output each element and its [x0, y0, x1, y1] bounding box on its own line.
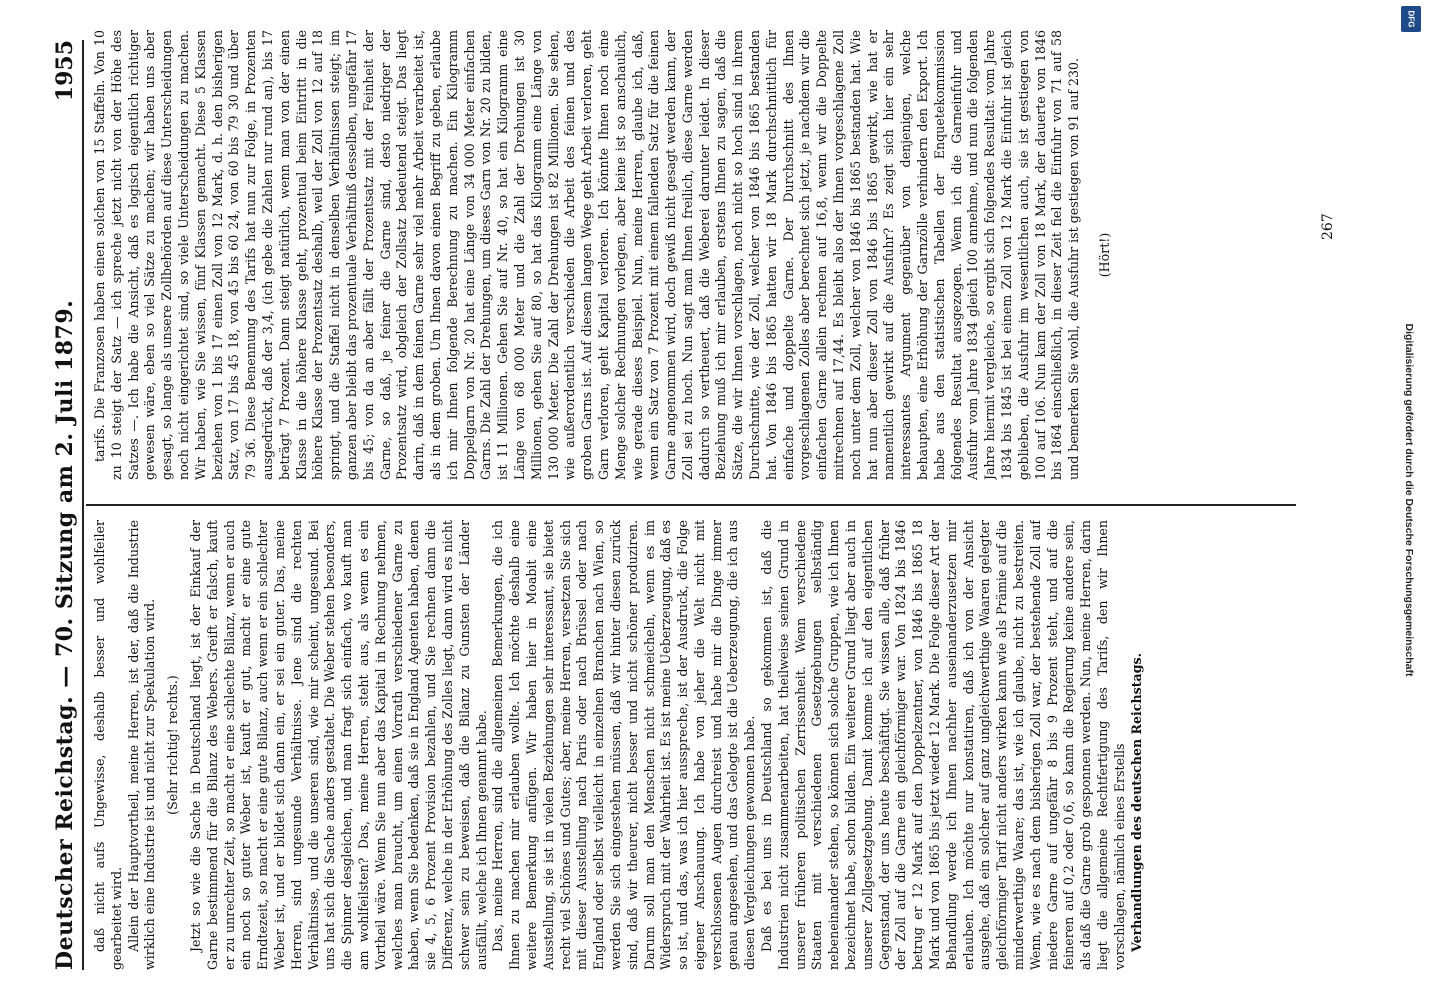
- dfg-logo: [1401, 6, 1421, 32]
- left-column: [92, 520, 1302, 970]
- digitization-credit: [1394, 10, 1424, 990]
- header-title: Deutscher Reichstag. — 70. Sitzung am 2. Juli 1879.: [52, 299, 78, 970]
- interjection: (Hört!): [1097, 232, 1113, 278]
- paragraph: Jetzt so wie die Sache in Deutschland liegt, ist der Einkauf der Garne bestimmend für die Bilanz des Webers. Greift er falsch, kauft er zu unrechter Zeit, so macht er eine schlechte Bilanz, wenn er auch ein noch so guter Weber ist, kauft er gut, macht er eine gute Erndtezeit, so macht er eine gute Bilanz, auch wenn er ein schlechter Weber ist, und er bildet sich dann ein, er sei ein guter. Das, meine Herren, sind ungesunde Verhältnisse. Jene sind die rechten Verhältnisse, und die unseren sind, wie mir scheint, ungesund. Bei uns hat sich die Sache anders gestaltet. Die Weber stehen besonders, die Spinner desgleichen, und man fragt sich einfach, wo kauft man am wohlfeilsten? Das, meine Herren, steht aus, als wenn es ein Vortheil wäre. Wenn Sie nun aber das Kapital in Rechnung nehmen, welches man braucht, um einen Vorrath verschiedener Garne zu haben, wenn Sie bedenken, daß sie in England Agenten haben, denen sie 4, 5, 6 Prozent Provision bezahlen, und Sie rechnen dann die Differenz, welche in der Erhöhung des Zolles liegt, dann wird es nicht schwer sein zu beweisen, daß die Bilanz zu Gunsten der Länder ausfällt, welche ich Ihnen genannt habe.: [187, 520, 489, 970]
- credit-text: Digitalisierung gefördert durch die Deutsche Forschungsgemeinschaft: [1403, 323, 1415, 677]
- logo-text: DFG: [1406, 10, 1416, 28]
- right-column: [92, 30, 1302, 480]
- paragraph: Daß es bei uns in Deutschland so gekommen ist, daß die Industrien nicht zusammenarbeiten, hat theilweise seinen Grund in unserer früheren politischen Zerrissenheit. Wenn verschiedene Staaten mit verschiedenen Gesetzgebungen selbständig nebeneinander stehen, so können sich solche Gruppen, wie ich Ihnen bezeichnet habe, schon bilden. Ein weiterer Grund liegt aber auch in unserer Zollgesetzgebung. Damit komme ich auf den eigentlichen Gegenstand, der uns heute beschäftigt. Sie wissen alle, daß früher der Zoll auf die Garne ein gleichförmiger war. Von 1824 bis 1846 betrug er 12 Mark auf den Doppelzentner, von 1846 bis 1865 18 Mark und von 1865 bis jetzt wieder 12 Mark. Die Folge dieser Art der Behandlung werde ich Ihnen nachher auseinanderzusetzen mir erlauben. Ich möchte nur konstatiren, daß ich von der Ansicht ausgehe, daß ein solcher auf ganz ungleichwerthige Waaren gelegter gleichförmiger Tarif nicht anders wirken kann wie als Prämie auf die minderwerthige Waare; das ist, wie ich glaube, nicht zu bestreiten. Wenn, wie es nach dem bisherigen Zoll war, der bestehende Zoll auf niedere Garne auf ungefähr 8 bis 9 Prozent steht, und auf die feineren auf 0,2 oder 0,6, so kann die Regierung keine andere sein, als daß die Garne grob gesponnen werden. Nun, meine Herren, darin liegt die allgemeine Rechtfertigung des Tarifs, den wir Ihnen vorschlagen, nämlich eines Erstells: [759, 520, 1127, 970]
- column-divider: [86, 504, 1296, 506]
- footer-page-number: 267: [1320, 213, 1336, 240]
- interjection: (Sehr richtig! rechts.): [165, 675, 181, 815]
- paragraph: Das, meine Herren, sind die allgemeinen Bemerkungen, die ich Ihnen zu machen mir erlauben wollte. Ich möchte deshalb eine weitere Bemerkung anfügen. Wir haben hier in Moabit eine Ausstellung, sie ist in vielen Beziehungen sehr interessant, sie bietet recht viel Schönes und Gutes; aber, meine Herren, versetzen Sie sich mit dieser Ausstellung nach Paris oder nach Brüssel oder nach England oder selbst vielleicht in einzelnen Branchen nach Wien, so werden Sie sich eingestehen müssen, daß wir hinter diesen zurück sind, daß wir theurer, nicht besser und nicht schöner produziren. Darum soll man den Menschen nicht schmeicheln, wenn es im Widerspruch mit der Wahrheit ist. Es ist meine Ueberzeugung, daß es so ist, und das, was ich hier ausspreche, ist der Ausdruck, die Folge eigener Anschauung. Ich habe von jeher die Welt nicht mit verschlossenen Augen durchreist und habe mir die Dinge immer genau angesehen, und das Gelogte ist die Ueberzeugung, die ich aus diesen Vergleichungen gewonnen habe.: [490, 520, 758, 970]
- paragraph: daß nicht aufs Ungewisse, deshalb besser und wohlfeiler gearbeitet wird.: [92, 520, 124, 970]
- footer-label: Verhandlungen des deutschen Reichstags.: [1128, 653, 1144, 952]
- paragraph: tarifs. Die Franzosen haben einen solchen von 15 Staffeln. Von 10 zu 10 steigt der Satz — ich spreche jetzt nicht von der Höhe des Satzes —. Ich habe die Ansicht, daß es logisch eigentlich richtiger gewesen wäre, eben so viel Sätze zu machen; wir haben uns aber gesagt, so lange als unsere Zollbehörden auf diese Unterscheidungen noch nicht eingerichtet sind, so viele Unterscheidungen zu machen. Wir haben, wie Sie wissen, fünf Klassen gemacht. Diese 5 Klassen beziehen von 1 bis 17 einen Zoll von 12 Mark, d. h. den bisherigen Satz, von 17 bis 45 18, von 45 bis 60 24, von 60 bis 79 30 und über 79 36. Diese Benennung des Tarifs hat nun zur Folge, in Prozenten ausgedrückt, daß der 3,4, (ich gebe die Zahlen nur rund an), bis 17 beträgt 7 Prozent. Dann steigt natürlich, wenn man von der einen Klasse in die höhere Klasse geht, prozentual beim Eintritt in die höhere Klasse der Prozentsatz deshalb, weil der Zoll von 12 auf 18 springt, und die Staffel nicht in denselben Verhältnissen steigt; im ganzen aber bleibt das prozentuale Verhältniß desselben, ungefähr 17 bis 45; von da an aber fällt der Prozentsatz mit der Feinheit der Garne, so daß, je feiner die Garne sind, desto niedriger der Prozentsatz wird, obgleich der Zollsatz bedeutend steigt. Das liegt darin, daß in dem feinen Garne sehr viel mehr Arbeit verarbeitet ist, als in dem groben. Um Ihnen davon einen Begriff zu geben, erlaube ich mir Ihnen folgende Berechnung zu machen. Ein Kilogramm Doppelgarn von Nr. 20 hat eine Länge von 34 000 Meter einfachen Garns. Die Zahl der Drehungen, um dieses Garn von Nr. 20 zu bilden, ist 11 Millionen. Gehen Sie auf Nr. 40, so hat ein Kilogramm eine Länge von 68 000 Meter und die Zahl der Drehungen ist 30 Millionen, gehen Sie auf 80, so hat das Kilogramm eine Länge von 130 000 Meter. Die Zahl der Drehungen ist 82 Millionen. Sie sehen, wie außerordentlich verschieden die Arbeit des feinen und des groben Garns ist. Auf diesem langen Wege geht Arbeit verloren, geht Garn verloren, geht Kapital verloren. Ich könnte Ihnen noch eine Menge solcher Rechnungen vorlegen, aber keine ist so anschaulich, wie gerade dieses Beispiel. Nun, meine Herren, glaube ich, daß, wenn ein Satz von 7 Prozent mit einem fallenden Satz für die feinen Garne angenommen wird, doch gewiß nicht gesagt werden kann, der Zoll sei zu hoch. Nun sagt man Ihnen freilich, diese Garne werden dadurch so vertheuert, daß die Weberei darunter leidet. In dieser Beziehung muß ich mir erlauben, erstens Ihnen zu sagen, daß die Sätze, die wir Ihnen vorschlagen, noch nicht so hoch sind in ihrem Durchschnitte, wie der Zoll, welcher von 1846 bis 1865 bestanden hat. Von 1846 bis 1865 hatten wir 18 Mark durchschnittlich für einfache und doppelte Garne. Der Durchschnitt des Ihnen vorgeschlagenen Zolles aber berechnet sich jetzt, je nachdem wir die einfachen Garne allein rechnen auf 16,8, wenn wir die Doppelte mitrechnen auf 17,44. Es bleibt also der Ihnen vorgeschlagene Zoll noch unter dem Zoll, welcher von 1846 bis 1865 bestanden hat. Wie hat nun aber dieser Zoll von 1846 bis 1865 gewirkt, wie hat er namentlich gewirkt auf die Ausfuhr? Es zeigt sich hier ein sehr interessantes Argument gegenüber von denjenigen, welche behaupten, eine Erhöhung der Garnzölle verhindern den Export. Ich habe aus den statistischen Tabellen der Enquetekommission folgendes Resultat ausgezogen. Wenn ich die Garneinfuhr und Ausfuhr vom Jahre 1834 gleich 100 annehme, und nun die folgenden Jahre hiermit vergleiche, so ergibt sich folgendes Resultat: vom Jahre 1834 bis 1845 ist bei einem Zoll von 12 Mark die Einfuhr ist gleich geblieben, die Ausfuhr im wesentlichen auch, sie ist gestiegen von 100 auf 106. Nun kam der Zoll von 18 Mark, der dauerte von 1846 bis 1864 einschließlich, in dieser Zeit fiel die Einfuhr von 71 auf 58 und bemerken Sie wohl, die Ausfuhr ist gestiegen von 91 auf 230.: [92, 30, 1082, 480]
- header-rule: [82, 40, 84, 970]
- header-page-number: 1955: [52, 40, 78, 102]
- paragraph: Allein der Hauptvortheil, meine Herren, ist der, daß die Industrie wirklich eine Industrie ist und nicht zur Spekulation wird.: [125, 520, 158, 970]
